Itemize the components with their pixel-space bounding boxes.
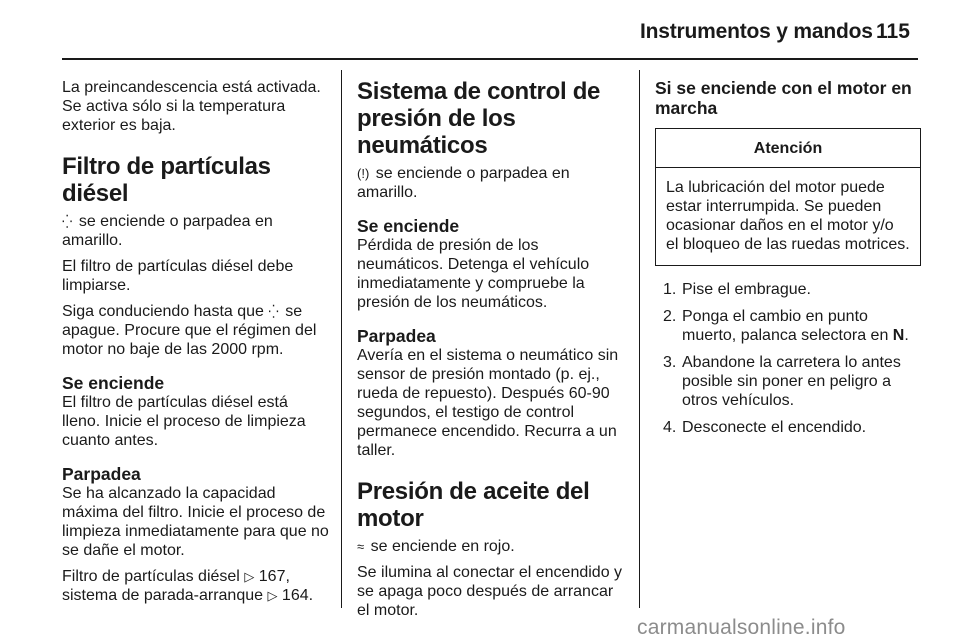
tpms-flash-paragraph: Avería en el sistema o neumático sin sensor de presión montado (p. ej., rueda de repuesto). Después 60-90 segundos, el testigo de control permanece encendido. Recurra a un taller. xyxy=(357,347,619,459)
reference-link[interactable]: 164 xyxy=(281,587,309,604)
watermark: carmanualsonline.info xyxy=(637,616,846,639)
column-1 xyxy=(62,78,330,612)
column-3 xyxy=(655,78,921,445)
dpf-flash-paragraph: Se ha alcanzado la capacidad máxima del filtro. Inicie el proceso de limpieza inmediatamente para que no se dañe el motor. xyxy=(62,485,329,559)
subtitle-parpadea: Parpadea xyxy=(62,464,141,484)
dpf-paragraph-3: Siga conduciendo hasta que ⁛ se apague. Procure que el régimen del motor no baje de las 2000 rpm. xyxy=(62,303,317,358)
section-title-tpms: Sistema de control de presión de los neumáticos xyxy=(357,78,601,159)
section-title-dpf: Filtro de partículas diésel xyxy=(62,153,271,207)
section-title-oil-pressure: Presión de aceite del motor xyxy=(357,478,590,532)
dpf-paragraph-1: ⁛ se enciende o parpadea en amarillo. xyxy=(62,213,273,249)
oil-pressure-paragraph-1: ≈ se enciende en rojo. xyxy=(357,538,515,555)
header-divider xyxy=(62,58,918,60)
oil-pressure-icon: ≈ xyxy=(357,539,365,554)
tire-pressure-icon: (!) xyxy=(357,166,370,181)
dpf-paragraph-2: El filtro de partículas diésel debe limpiarse. xyxy=(62,258,294,294)
attention-box xyxy=(655,128,921,266)
reference-arrow-icon: ▷ xyxy=(267,588,278,603)
page-header-title: Instrumentos y mandos xyxy=(640,20,873,43)
subtitle-engine-running: Si se enciende con el motor en marcha xyxy=(655,78,912,118)
cross-reference: Filtro de partículas diésel ▷ 167, sistema de parada-arranque ▷ 164. xyxy=(62,568,314,604)
dpf-warning-icon: ⁛ xyxy=(268,304,279,319)
list-item: 3. Abandone la carretera lo antes posible sin poner en peligro a otros vehículos. xyxy=(663,354,901,409)
reference-arrow-icon: ▷ xyxy=(244,569,255,584)
page-number: 115 xyxy=(876,20,910,43)
attention-box-title: Atención xyxy=(656,129,920,168)
subtitle-se-enciende: Se enciende xyxy=(62,373,165,393)
intro-paragraph: La preincandescencia está activada. Se activa sólo si la temperatura exterior es baja. xyxy=(62,79,321,134)
reference-link[interactable]: 167 xyxy=(258,568,286,585)
list-item: 4. Desconecte el encendido. xyxy=(663,419,867,436)
column-divider-2 xyxy=(639,70,640,608)
list-item: 2. Ponga el cambio en punto muerto, palanca selectora en N. xyxy=(663,308,909,344)
tpms-lit-paragraph: Pérdida de presión de los neumáticos. Detenga el vehículo inmediatamente y compruebe la presión de los neumáticos. xyxy=(357,237,590,311)
column-divider-1 xyxy=(341,70,342,608)
dpf-lit-paragraph: El filtro de partículas diésel está lleno. Inicie el proceso de limpieza cuanto antes. xyxy=(62,394,306,449)
attention-box-text: La lubricación del motor puede estar interrumpida. Se pueden ocasionar daños en el motor y/o el bloqueo de las ruedas motrices. xyxy=(666,179,910,253)
dpf-warning-icon: ⁛ xyxy=(62,214,73,229)
column-2 xyxy=(357,78,625,627)
subtitle-se-enciende: Se enciende xyxy=(357,216,460,236)
tpms-paragraph: (!) se enciende o parpadea en amarillo. xyxy=(357,165,570,201)
steps-list xyxy=(655,280,921,437)
list-item: 1. Pise el embrague. xyxy=(663,281,811,298)
oil-pressure-paragraph-2: Se ilumina al conectar el encendido y se apaga poco después de arrancar el motor. xyxy=(357,564,623,619)
subtitle-parpadea: Parpadea xyxy=(357,326,436,346)
